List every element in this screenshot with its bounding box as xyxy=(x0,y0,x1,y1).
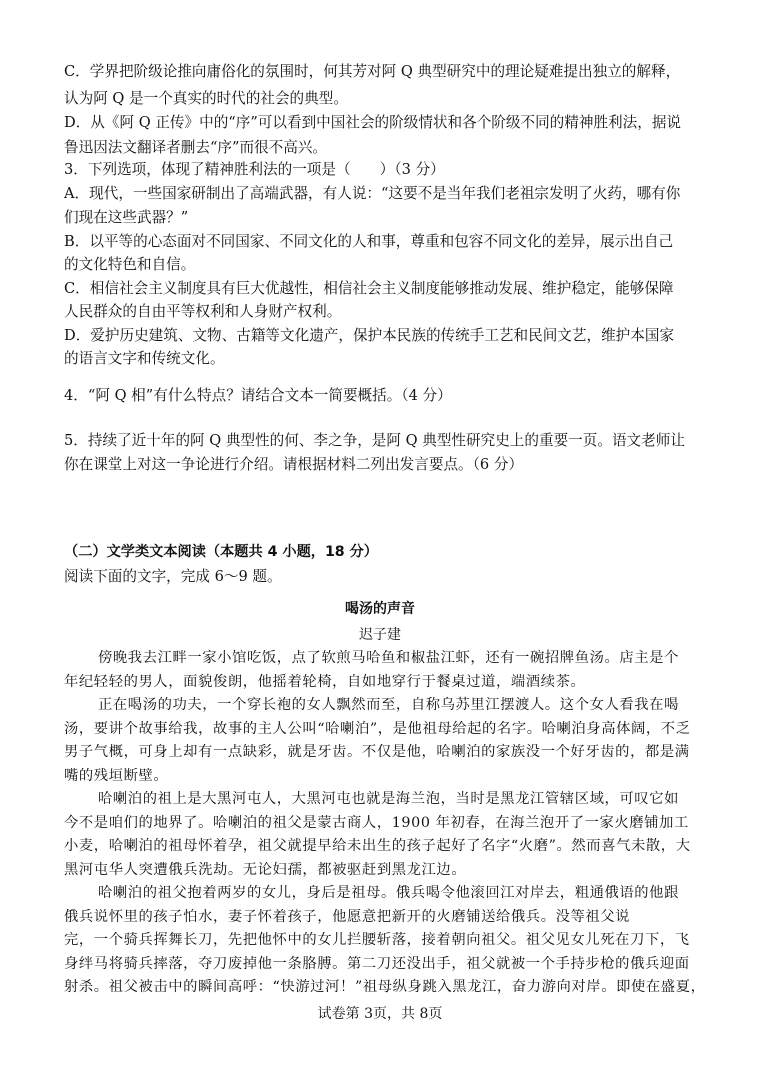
reading-instruction: 阅读下面的文字，完成 6～9 题。 xyxy=(64,568,282,585)
story-paragraph-3-line-3: 小麦，哈喇泊的祖母怀着孕，祖父就提早给未出生的孩子起好了名字“火磨”。然而喜气未散，大 xyxy=(64,838,691,854)
page-footer: 试卷第 3页，共 8页 xyxy=(317,1006,443,1022)
story-paragraph-4-line-3: 完，一个骑兵挥舞长刀，先把他怀中的女儿拦腰斩落，接着朝向祖父。祖父见女儿死在刀下，飞 xyxy=(64,932,690,948)
story-paragraph-3-line-1: 哈喇泊的祖上是大黑河屯人，大黑河屯也就是海兰泡，当时是黑龙江管辖区域，可叹它如 xyxy=(98,791,679,807)
option-d-line-1: D．从《阿 Q 正传》中的“序”可以看到中国社会的阶级情状和各个阶级不同的精神胜利法，据说 xyxy=(64,114,682,131)
section-heading: （二）文学类文本阅读（本题共 4 小题，18 分） xyxy=(64,544,378,560)
story-paragraph-4-line-1: 哈喇泊的祖父抱着两岁的女儿，身后是祖母。俄兵喝令他滚回江对岸去，粗通俄语的他跟 xyxy=(98,885,679,901)
question-5-line-2: 你在课堂上对这一争论进行介绍。请根据材料二列出发言要点。（6 分） xyxy=(64,456,524,473)
story-paragraph-2-line-4: 嘴的残垣断壁。 xyxy=(64,768,169,784)
option-c-line-2: 认为阿 Q 是一个真实的时代的社会的典型。 xyxy=(64,90,348,107)
story-paragraph-1-line-1: 傍晚我去江畔一家小馆吃饭，点了软煎马哈鱼和椒盐江虾，还有一碗招牌鱼汤。店主是个 xyxy=(98,650,679,666)
q3-option-d-line-2: 的语言文字和传统文化。 xyxy=(64,350,225,367)
story-paragraph-2-line-1: 正在喝汤的功夫，一个穿长袍的女人飘然而至，自称乌苏里江摆渡人。这个女人看我在喝 xyxy=(98,697,679,713)
story-paragraph-4-line-2: 俄兵说怀里的孩子怕水，妻子怀着孩子，他愿意把新开的火磨铺送给俄兵。没等祖父说 xyxy=(64,909,631,925)
q3-option-a-line-1: A．现代，一些国家研制出了高端武器，有人说：“这要不是当年我们老祖宗发明了火药，哪有你 xyxy=(64,185,681,202)
q3-option-b-line-2: 的文化特色和自信。 xyxy=(64,256,196,273)
q3-option-b-line-1: B．以平等的心态面对不同国家、不同文化的人和事，尊重和包容不同文化的差异，展示出自己 xyxy=(64,233,674,250)
story-paragraph-4-line-4: 身绊马将骑兵摔落，夺刀废掉他一条胳膊。第二刀还没出手，祖父就被一个手持步枪的俄兵迎面 xyxy=(64,956,690,972)
question-5-line-1: 5．持续了近十年的阿 Q 典型性的何、李之争，是阿 Q 典型性研究史上的重要一页。语文老师让 xyxy=(64,432,685,449)
story-title: 喝汤的声音 xyxy=(345,601,415,617)
question-3: 3．下列选项，体现了精神胜利法的一项是（ ）（3 分） xyxy=(64,161,445,178)
q3-option-c-line-2: 人民群众的自由平等权利和人身财产权利。 xyxy=(64,303,342,320)
option-d-line-2: 鲁迅因法文翻译者删去“序”而很不高兴。 xyxy=(64,139,328,156)
story-paragraph-2-line-2: 汤，要讲个故事给我，故事的主人公叫“哈喇泊”，是他祖母给起的名字。哈喇泊身高体阔，不乏 xyxy=(64,721,691,737)
story-author: 迟子建 xyxy=(359,627,401,643)
q3-option-d-line-1: D．爱护历史建筑、文物、古籍等文化遗产，保护本民族的传统手工艺和民间文艺，维护本国家 xyxy=(64,327,675,344)
story-paragraph-1-line-2: 年纪轻轻的男人，面貌俊朗，他摇着轮椅，自如地穿行于餐桌过道，端酒续茶。 xyxy=(64,674,586,690)
story-paragraph-2-line-3: 男子气概，可身上却有一点缺彩，就是牙齿。不仅是他，哈喇泊的家族没一个好牙齿的，都是满 xyxy=(64,744,690,760)
option-c-line-1: C．学界把阶级论推向庸俗化的氛围时，何其芳对阿 Q 典型研究中的理论疑难提出独立的解释， xyxy=(64,63,681,80)
q3-option-c-line-1: C．相信社会主义制度具有巨大优越性，相信社会主义制度能够推动发展、维护稳定，能够保障 xyxy=(64,280,674,297)
story-paragraph-4-line-5: 射杀。祖父被击中的瞬间高呼：“快游过河！”祖母纵身跳入黑龙江，奋力游向对岸。即使在盛夏， xyxy=(64,979,706,995)
story-paragraph-3-line-2: 今不是咱们的地界了。哈喇泊的祖父是蒙古商人，1900 年初春，在海兰泡开了一家火磨铺加工 xyxy=(64,815,689,831)
q3-option-a-line-2: 们现在这些武器？” xyxy=(64,209,189,226)
question-4: 4．“阿 Q 相”有什么特点？请结合文本一简要概括。（4 分） xyxy=(64,387,452,404)
story-paragraph-3-line-4: 黑河屯华人突遭俄兵洗劫。无论妇孺，都被驱赶到黑龙江边。 xyxy=(64,862,467,878)
